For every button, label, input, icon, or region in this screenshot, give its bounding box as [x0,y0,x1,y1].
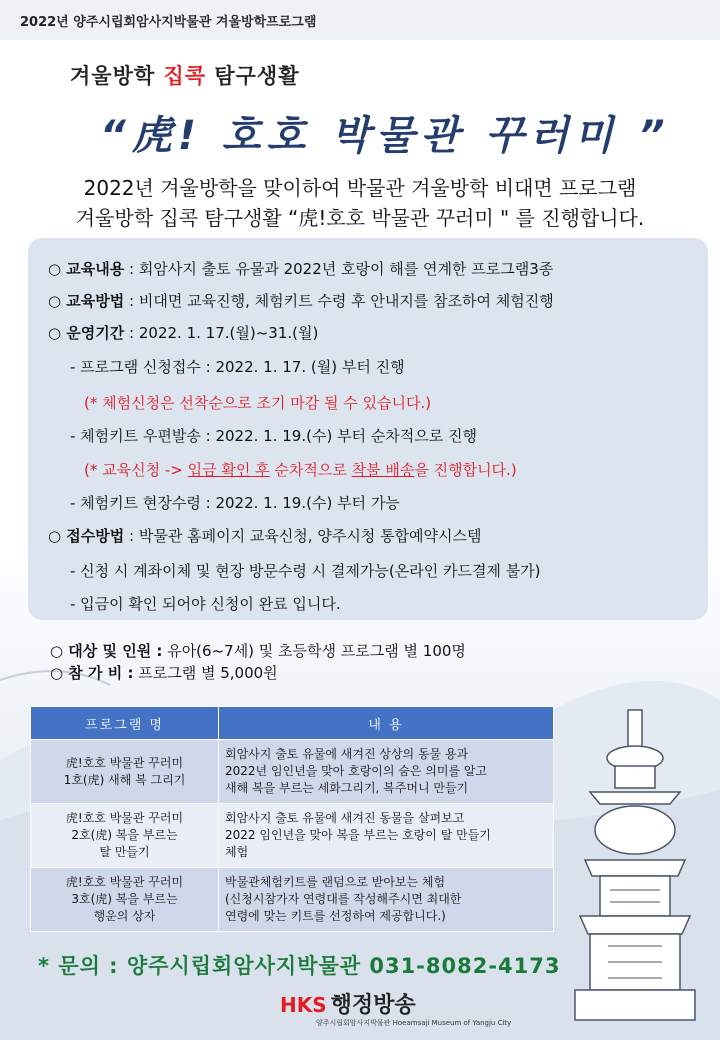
intro-line-2: 겨울방학 집콕 탐구생활 “虎!호호 박물관 꾸러미 " 를 진행합니다. [75,206,645,230]
fee-label: ○ 참 가 비 : [50,664,134,682]
table-header-content: 내 용 [219,707,554,740]
kit-pickup: - 체험키트 현장수령 : 2022. 1. 19.(수) 부터 가능 [70,494,400,512]
logo-subtext: 양주시립회암사지박물관 Hoeamsaji Museum of Yangju City [316,1019,512,1027]
info-content [48,258,553,279]
header-bar [0,0,720,40]
content-label: ○ 교육내용 [48,260,125,278]
table-header-program: 프로그램 명 [31,707,219,740]
kit-post: - 체험키트 우편발송 : 2022. 1. 19.(수) 부터 순차적으로 진행 [70,427,478,445]
program-content-line: 새해 복을 부르는 세화그리기, 복주머니 만들기 [225,781,469,795]
target-label: ○ 대상 및 인원 : [50,642,163,660]
program-name-line: 虎!호호 박물관 꾸러미 [65,811,184,825]
program-name-line: 행운의 상자 [93,909,156,923]
program-content-line: 회암사지 출토 유물에 새겨진 상상의 동물 용과 [225,747,469,761]
program-name-line: 2호(虎) 복을 부르는 [71,828,178,842]
deposit-note: - 입금이 확인 되어야 신청이 완료 입니다. [70,595,341,613]
kit-note-mid: 순차적으로 [269,461,352,479]
receipt-text: : 박물관 홈페이지 교육신청, 양주시청 통합예약시스템 [124,527,482,545]
subtitle-highlight: 집콕 [163,64,207,88]
fee-line [50,662,278,683]
program-name-line: 虎!호호 박물관 꾸러미 [65,875,184,889]
program-content-line: 박물관체험키트를 랜덤으로 받아보는 체험 [225,875,446,889]
broadcaster-logo [280,988,512,1027]
program-name-line: 虎!호호 박물관 꾸러미 [65,755,184,770]
intro-line-1: 2022년 겨울방학을 맞이하여 박물관 겨울방학 비대면 프로그램 [83,176,637,200]
table-row [31,740,554,804]
program-content-line: 2022년 임인년을 맞아 호랑이의 숨은 의미를 알고 [225,764,488,778]
program-name-line: 탈 만들기 [99,845,150,859]
program-content-line: 2022 임인년을 맞아 복을 부르는 호랑이 탈 만들기 [225,828,491,842]
period-label: ○ 운영기간 [48,324,125,342]
subtitle-post: 탐구생활 [206,64,300,88]
apply-receive: - 프로그램 신청접수 : 2022. 1. 17. (월) 부터 진행 [70,358,405,376]
subtitle-pre: 겨울방학 [70,64,164,88]
kit-note-post: 을 진행합니다.) [414,461,517,479]
info-method [48,290,554,311]
header-text: 2022년 양주시립회암사지박물관 겨울방학프로그램 [20,15,317,30]
apply-note: (* 체험신청은 선착순으로 조기 마감 될 수 있습니다.) [84,394,432,412]
program-name-line: 3호(虎) 복을 부르는 [71,892,178,906]
table-row [31,868,554,932]
program-content-line: 회암사지 출토 유물에 새겨진 동물을 살펴보고 [225,811,465,825]
info-receipt [48,525,482,546]
program-name [31,740,219,804]
program-table [30,706,554,932]
program-content [219,804,554,868]
subtitle [70,60,300,90]
target-line [50,640,466,661]
method-label: ○ 교육방법 [48,292,125,310]
fee-text: 프로그램 별 5,000원 [133,664,278,682]
program-content-line: (신청시참가자 연령대를 작성해주시면 최대한 [225,892,462,906]
target-text: 유아(6~7세) 및 초등학생 프로그램 별 100명 [162,642,466,660]
pagoda-illustration [560,700,710,1030]
payment-note: - 신청 시 계좌이체 및 현장 방문수령 시 결제가능(온라인 카드결제 불가) [70,562,541,580]
program-content-line: 연령에 맞는 키트를 선정하여 제공합니다.) [225,909,446,923]
info-period [48,322,318,343]
kit-note [84,459,517,480]
kit-note-deposit: 입금 확인 후 [187,461,270,479]
receipt-label: ○ 접수방법 [48,527,125,545]
kit-note-pre: (* 교육신청 -> [84,461,188,479]
program-content [219,868,554,932]
contact-info: * 문의 : 양주시립회암사지박물관 031-8082-4173 [38,954,561,978]
program-name [31,868,219,932]
program-name-line: 1호(虎) 새해 복 그리기 [63,772,186,787]
method-text: : 비대면 교육진행, 체험키트 수령 후 안내지를 참조하여 체험진행 [124,292,554,310]
program-content-line: 체험 [225,845,249,859]
content-text: : 회암사지 출토 유물과 2022년 호랑이 해를 연계한 프로그램3종 [124,260,554,278]
kit-note-delivery: 착불 배송 [351,461,415,479]
page-title: “虎! 호호 박물관 꾸러미 ” [100,113,671,159]
program-content [219,740,554,804]
logo-hks: HKS [280,993,327,1017]
table-row [31,804,554,868]
period-text: : 2022. 1. 17.(월)~31.(월) [124,324,319,342]
program-name [31,804,219,868]
logo-name: 행정방송 [330,993,416,1018]
